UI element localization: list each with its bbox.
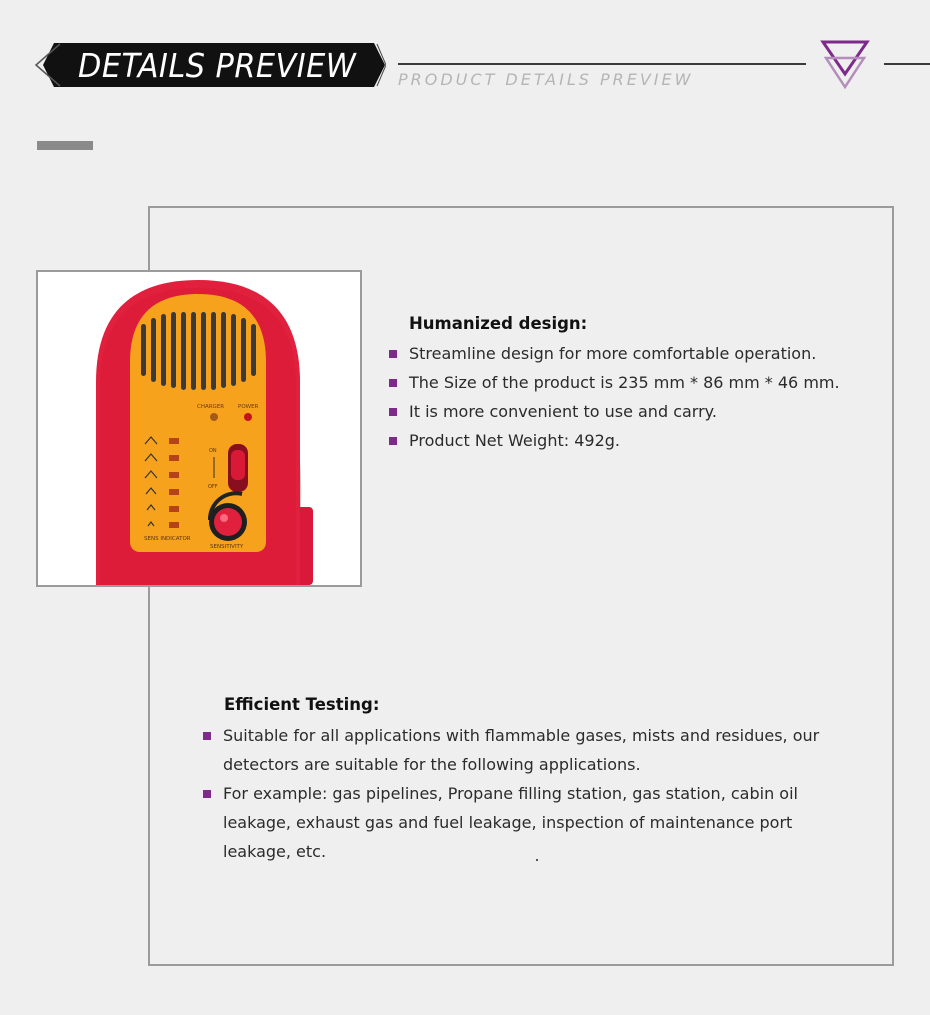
section1-title: Humanized design: <box>409 314 588 333</box>
bullet-icon <box>389 437 397 445</box>
charger-label: CHARGER <box>197 404 225 410</box>
list-item: Suitable for all applications with flammable gases, mists and residues, our detectors are suitable for the following applications. <box>203 721 853 779</box>
sens-indicator-label: SENS INDICATOR <box>144 536 191 542</box>
section2-title: Efficient Testing: <box>224 695 380 714</box>
gas-detector-illustration <box>38 272 360 585</box>
bullet-icon <box>389 408 397 416</box>
section2-list <box>203 721 853 866</box>
off-label: OFF <box>208 484 218 490</box>
page-subtitle: PRODUCT DETAILS PREVIEW <box>398 70 694 89</box>
product-image <box>36 270 362 587</box>
section1-list <box>389 339 909 455</box>
list-item: For example: gas pipelines, Propane filling station, gas station, cabin oil leakage, exhaust gas and fuel leakage, inspection of maintenance port leakage, etc. <box>203 779 853 866</box>
header-banner <box>34 42 386 88</box>
bullet-icon <box>203 732 211 740</box>
list-item: Streamline design for more comfortable operation. <box>389 339 909 368</box>
list-item: It is more convenient to use and carry. <box>389 397 909 426</box>
bullet-icon <box>389 350 397 358</box>
header-divider-left <box>398 63 806 65</box>
header-divider-right <box>884 63 930 65</box>
page-title: DETAILS PREVIEW <box>78 46 357 85</box>
bullet-icon <box>203 790 211 798</box>
list-item: The Size of the product is 235 mm * 86 mm * 46 mm. <box>389 368 909 397</box>
bullet-icon <box>389 379 397 387</box>
on-label: ON <box>209 448 217 454</box>
power-label: POWER <box>238 404 259 410</box>
list-item: Product Net Weight: 492g. <box>389 426 909 455</box>
speck <box>536 859 538 861</box>
section-marker <box>37 141 93 150</box>
double-triangle-icon <box>820 40 870 90</box>
sensitivity-label: SENSITIVITY <box>210 544 244 550</box>
